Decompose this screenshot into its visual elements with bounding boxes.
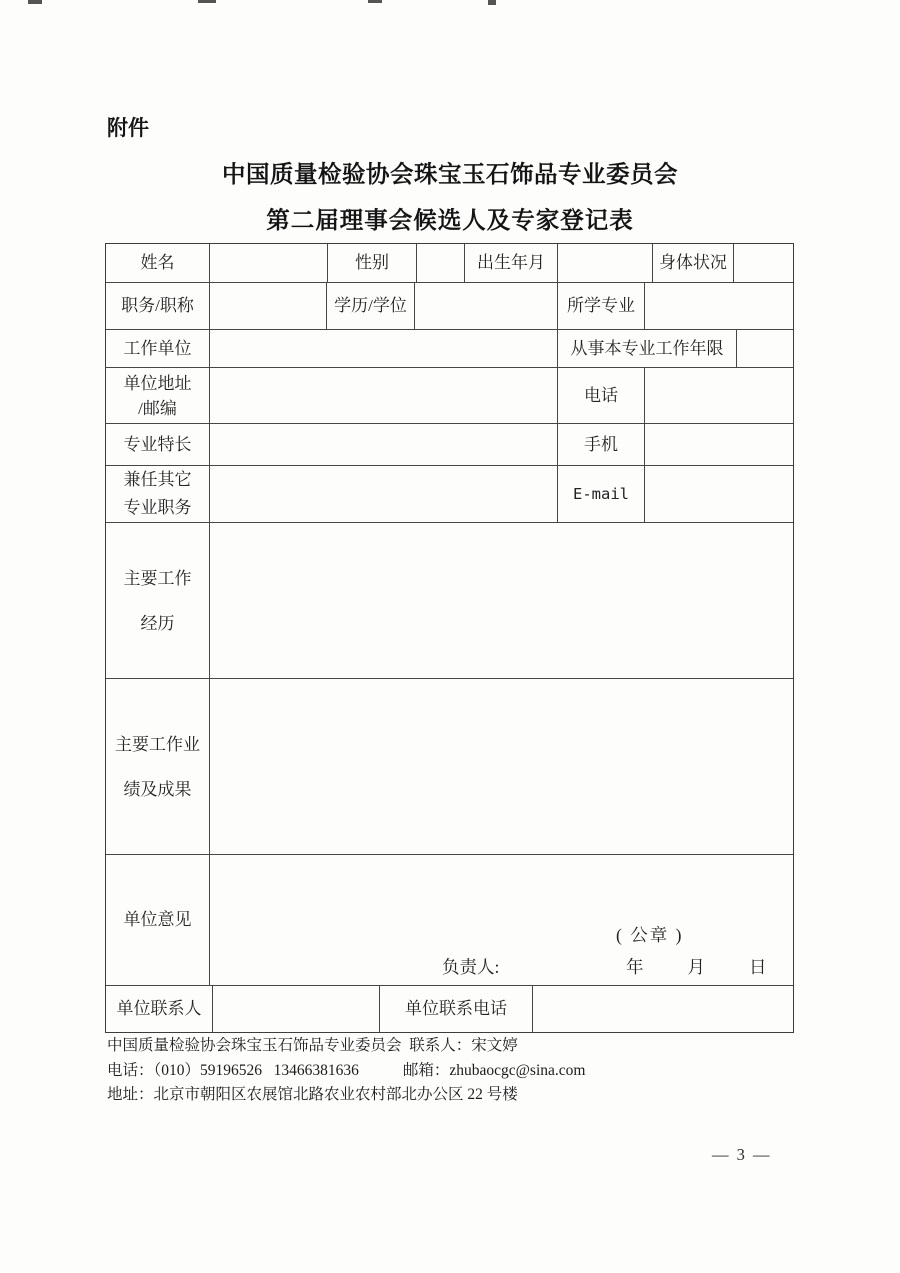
unit-opinion-label: 单位意见 bbox=[106, 855, 210, 986]
year-label: 年 bbox=[626, 957, 644, 977]
unit-opinion-value-cell bbox=[210, 855, 793, 986]
achievements-value-cell bbox=[210, 679, 793, 855]
phone-label: 电话 bbox=[558, 368, 645, 424]
address-value-cell bbox=[210, 368, 558, 424]
birth-value-cell bbox=[558, 244, 653, 283]
row-work-experience bbox=[106, 523, 793, 679]
specialty-label: 专业特长 bbox=[106, 424, 210, 466]
row-address bbox=[106, 368, 793, 424]
employer-label: 工作单位 bbox=[106, 330, 210, 368]
footer-org-contact: 中国质量检验协会珠宝玉石饰品专业委员会 联系人：宋文婷 bbox=[107, 1037, 518, 1054]
email-label: E-mail bbox=[558, 466, 645, 523]
row-other-posts bbox=[106, 466, 793, 523]
other-posts-label-line2: 专业职务 bbox=[123, 498, 192, 517]
unit-contact-phone-value-cell bbox=[533, 986, 793, 1032]
education-label: 学历/学位 bbox=[327, 283, 415, 330]
row-unit-opinion bbox=[106, 855, 793, 986]
footer-phone-email bbox=[107, 1062, 585, 1080]
scan-artifact bbox=[368, 0, 382, 3]
other-posts-label bbox=[106, 466, 210, 523]
attachment-label: 附件 bbox=[107, 116, 149, 140]
title-line-1: 中国质量检验协会珠宝玉石饰品专业委员会 bbox=[222, 160, 678, 188]
row-position bbox=[106, 283, 793, 330]
footer-phone: 电话：（010）59196526 13466381636 bbox=[107, 1061, 359, 1079]
position-value-cell bbox=[210, 283, 327, 330]
row-unit-contact bbox=[106, 986, 793, 1032]
registration-form-table bbox=[105, 243, 794, 1033]
footer-email: 邮箱：zhubaocgc@sina.com bbox=[402, 1061, 586, 1079]
years-label: 从事本专业工作年限 bbox=[558, 330, 737, 368]
major-value-cell bbox=[645, 283, 793, 330]
date-fields bbox=[626, 955, 767, 979]
health-label: 身体状况 bbox=[653, 244, 734, 283]
title-line-2: 第二届理事会候选人及专家登记表 bbox=[266, 206, 634, 234]
footer-address: 地址：北京市朝阳区农展馆北路农业农村部北办公区 22 号楼 bbox=[107, 1086, 518, 1103]
row-name bbox=[106, 244, 793, 283]
scan-artifact bbox=[488, 0, 496, 5]
health-value-cell bbox=[734, 244, 793, 283]
scan-artifact bbox=[198, 0, 216, 3]
official-seal-placeholder: ( 公章 ) bbox=[616, 925, 684, 945]
email-value-cell bbox=[645, 466, 793, 523]
major-label: 所学专业 bbox=[558, 283, 645, 330]
achievements-label bbox=[106, 679, 210, 855]
day-label: 日 bbox=[749, 957, 767, 977]
education-value-cell bbox=[415, 283, 558, 330]
address-label-line1: 单位地址 bbox=[123, 373, 192, 393]
address-label bbox=[106, 368, 210, 424]
gender-label: 性别 bbox=[328, 244, 417, 283]
row-achievements bbox=[106, 679, 793, 855]
mobile-label: 手机 bbox=[558, 424, 645, 466]
phone-value-cell bbox=[645, 368, 793, 424]
unit-contact-phone-label: 单位联系电话 bbox=[380, 986, 533, 1032]
document-title bbox=[0, 155, 900, 235]
footer-contact-info bbox=[107, 1037, 585, 1111]
achievements-label-line2: 绩及成果 bbox=[123, 779, 192, 799]
name-value-cell bbox=[210, 244, 328, 283]
unit-contact-label: 单位联系人 bbox=[106, 986, 213, 1032]
work-experience-label bbox=[106, 523, 210, 679]
other-posts-value-cell bbox=[210, 466, 558, 523]
gender-value-cell bbox=[417, 244, 465, 283]
row-specialty bbox=[106, 424, 793, 466]
other-posts-label-line1: 兼任其它 bbox=[123, 470, 192, 489]
address-label-line2: /邮编 bbox=[138, 398, 177, 418]
employer-value-cell bbox=[210, 330, 558, 368]
scan-artifact bbox=[28, 0, 42, 4]
page-number: — 3 — bbox=[712, 1145, 772, 1164]
month-label: 月 bbox=[687, 957, 705, 977]
achievements-label-line1: 主要工作业 bbox=[115, 734, 200, 754]
unit-contact-value-cell bbox=[213, 986, 380, 1032]
work-experience-label-line1: 主要工作 bbox=[123, 568, 192, 588]
position-label: 职务/职称 bbox=[106, 283, 210, 330]
responsible-person-label: 负责人: bbox=[442, 957, 500, 977]
name-label: 姓名 bbox=[106, 244, 210, 283]
specialty-value-cell bbox=[210, 424, 558, 466]
work-experience-value-cell bbox=[210, 523, 793, 679]
row-employer bbox=[106, 330, 793, 368]
work-experience-label-line2: 经历 bbox=[140, 613, 175, 633]
years-value-cell bbox=[737, 330, 793, 368]
mobile-value-cell bbox=[645, 424, 793, 466]
birth-label: 出生年月 bbox=[465, 244, 558, 283]
